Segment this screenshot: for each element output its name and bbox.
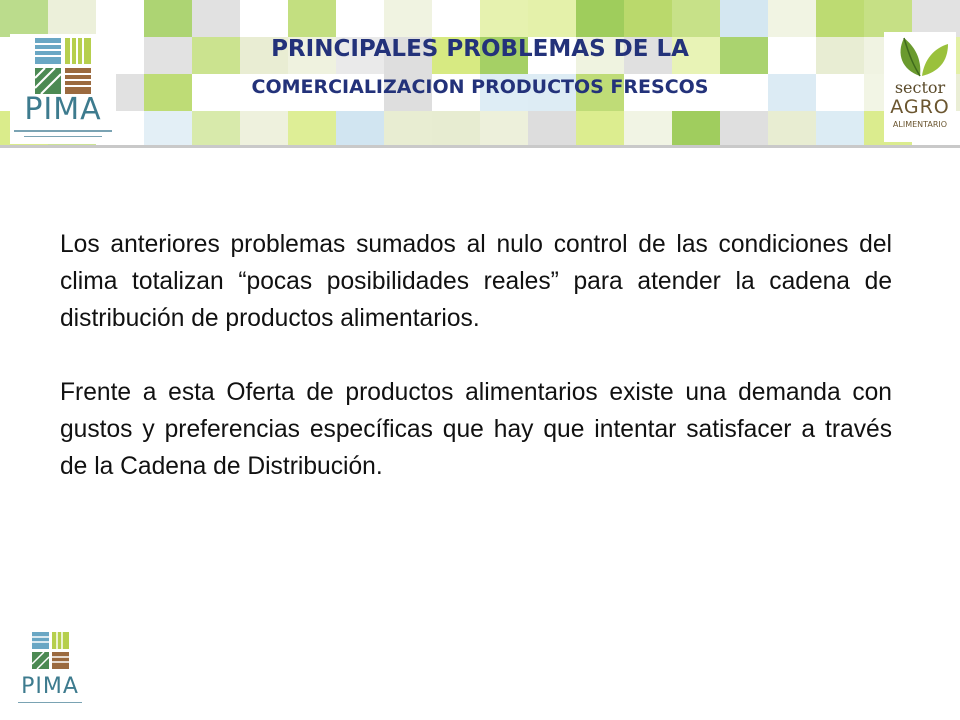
- pima-logo: [10, 34, 116, 144]
- mosaic-tile: [720, 0, 768, 37]
- sector-agro-logo: [884, 32, 956, 142]
- mosaic-tile: [384, 111, 432, 148]
- mosaic-tile: [528, 0, 576, 37]
- mosaic-tile: [576, 111, 624, 148]
- mosaic-tile: [384, 0, 432, 37]
- pima-footer-logo-text: PIMA: [21, 674, 79, 699]
- mosaic-tile: [144, 111, 192, 148]
- sector-agro-line2: AGRO: [890, 96, 950, 118]
- slide-title-line2: COMERCIALIZACION PRODUCTOS FRESCOS: [251, 76, 709, 98]
- header-divider: [0, 145, 960, 148]
- slide-title-line1: PRINCIPALES PROBLEMAS DE LA: [271, 36, 689, 62]
- mosaic-tile: [528, 111, 576, 148]
- header-banner: [0, 0, 960, 148]
- pima-logo-tagline: [14, 130, 112, 132]
- mosaic-tile: [816, 111, 864, 148]
- mosaic-tile: [192, 111, 240, 148]
- mosaic-tile: [288, 111, 336, 148]
- mosaic-tile: [480, 111, 528, 148]
- mosaic-tile: [816, 0, 864, 37]
- sector-agro-line3: ALIMENTARIO: [892, 120, 948, 129]
- mosaic-tile: [576, 0, 624, 37]
- body-paragraph-2: Frente a esta Oferta de productos alimentarios existe una demanda con gustos y preferencias específicas que hay que intentar satisfacer a través de la Cadena de Distribución.: [60, 379, 892, 480]
- mosaic-tile: [192, 0, 240, 37]
- mosaic-tile: [768, 0, 816, 37]
- mosaic-tile: [480, 0, 528, 37]
- mosaic-tile: [144, 0, 192, 37]
- pima-footer-logo: [10, 630, 90, 714]
- pima-footer-tagline: [18, 702, 82, 703]
- mosaic-tile: [336, 111, 384, 148]
- pima-footer-logo-icon: [10, 630, 90, 680]
- mosaic-tile: [768, 111, 816, 148]
- body-paragraph-1: Los anteriores problemas sumados al nulo control de las condiciones del clima totalizan “pocas posibilidades reales” para atender la cadena de distribución de productos alimentarios.: [60, 231, 892, 332]
- mosaic-tile: [432, 111, 480, 148]
- leaf-icon: [884, 32, 956, 78]
- sector-agro-line1: sector: [894, 78, 946, 97]
- mosaic-tile: [0, 0, 48, 37]
- mosaic-tile: [624, 111, 672, 148]
- slide-body: [60, 226, 892, 485]
- mosaic-tile: [720, 111, 768, 148]
- mosaic-background: [0, 0, 960, 148]
- pima-logo-tagline: [24, 136, 102, 137]
- pima-logo-text: PIMA: [24, 92, 102, 127]
- mosaic-tile: [672, 0, 720, 37]
- mosaic-tile: [624, 0, 672, 37]
- mosaic-tile: [672, 111, 720, 148]
- mosaic-tile: [240, 111, 288, 148]
- mosaic-tile: [288, 0, 336, 37]
- mosaic-tile: [816, 37, 864, 74]
- mosaic-tile: [48, 0, 96, 37]
